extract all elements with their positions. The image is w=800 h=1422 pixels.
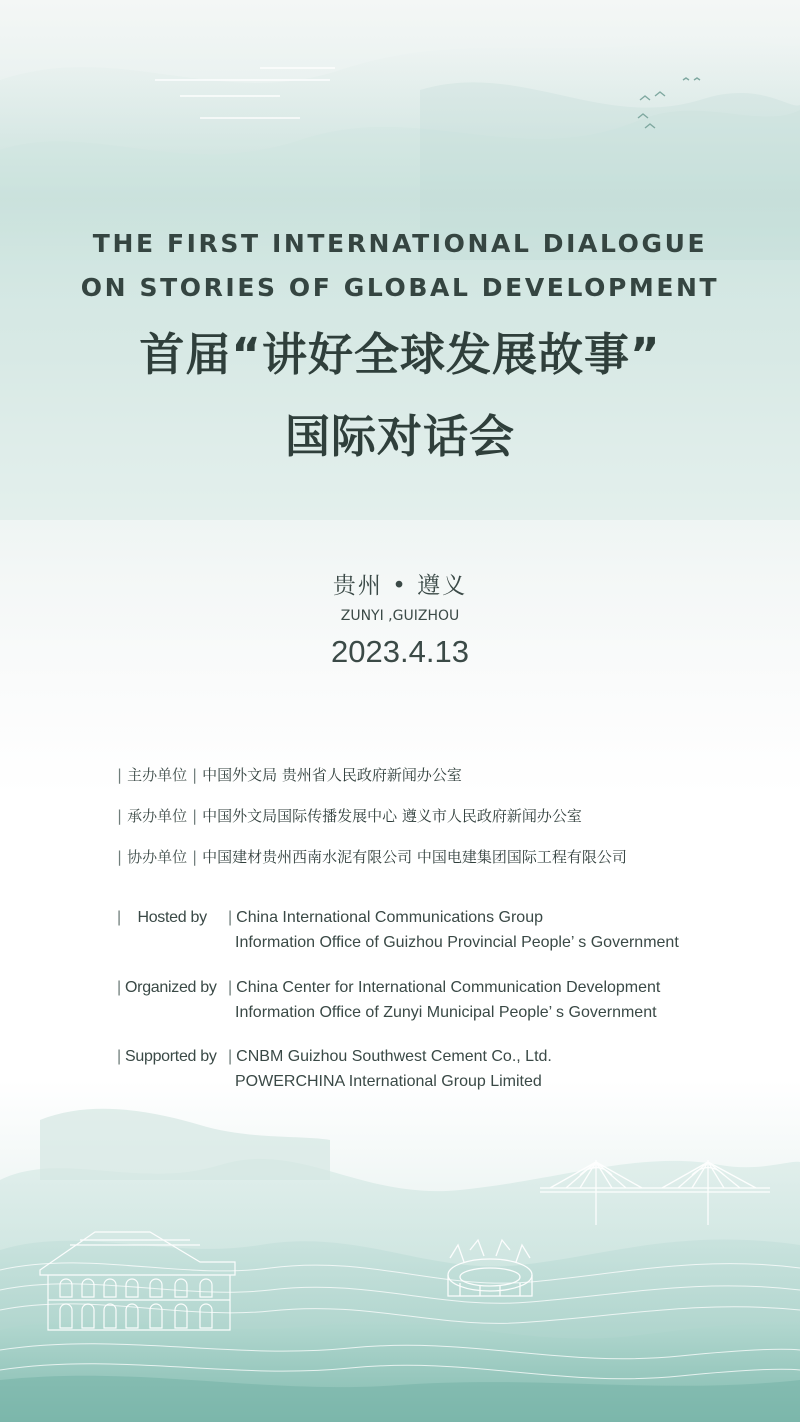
divider: | — [117, 766, 123, 784]
organizer-role: | Hosted by — [117, 909, 207, 926]
divider: | — [228, 909, 233, 926]
event-date: 2023.4.13 — [331, 634, 469, 669]
divider: | — [228, 1048, 233, 1065]
organizer-role: 主办单位 — [127, 766, 188, 784]
organizer-cn-organizer — [117, 805, 582, 827]
organizer-name-1: China Center for International Communication Development — [236, 979, 661, 996]
organizer-role-label: Supported by — [125, 1048, 217, 1065]
divider: | — [192, 807, 198, 825]
organizer-names — [228, 1044, 552, 1094]
organizer-names — [228, 975, 660, 1025]
organizer-name-1: China International Communications Group — [236, 909, 543, 926]
organizer-name-2: POWERCHINA International Group Limited — [235, 1073, 542, 1090]
divider: | — [192, 848, 198, 866]
location-chinese: 贵州 • 遵义 — [332, 573, 468, 599]
chinese-title-line-2: 国际对话会 — [284, 410, 515, 463]
divider: | — [117, 807, 123, 825]
organizer-names: 中国外文局 贵州省人民政府新闻办公室 — [202, 766, 462, 784]
divider: | — [192, 766, 198, 784]
organizer-role-label: Hosted by — [137, 909, 207, 926]
organizer-role: | Supported by — [117, 1048, 217, 1065]
organizer-names — [228, 905, 679, 955]
english-title-line-2: ON STORIES OF GLOBAL DEVELOPMENT — [80, 273, 720, 302]
organizer-name-1: CNBM Guizhou Southwest Cement Co., Ltd. — [236, 1048, 552, 1065]
chinese-title-line-1: 首届“讲好全球发展故事” — [139, 328, 661, 381]
divider: | — [228, 979, 233, 996]
organizer-cn-supporter — [117, 846, 627, 868]
organizer-role: 承办单位 — [127, 807, 188, 825]
english-title — [0, 222, 800, 310]
location-date-block — [0, 570, 800, 672]
organizer-names: 中国外文局国际传播发展中心 遵义市人民政府新闻办公室 — [202, 807, 582, 825]
organizer-name-2: Information Office of Zunyi Municipal People’ s Government — [235, 1004, 657, 1021]
organizer-role: | Organized by — [117, 979, 217, 996]
organizer-cn-host — [117, 764, 462, 786]
location-english: ZUNYI ,GUIZHOU — [340, 608, 460, 624]
organizer-role: 协办单位 — [127, 848, 188, 866]
organizer-names: 中国建材贵州西南水泥有限公司 中国电建集团国际工程有限公司 — [202, 848, 627, 866]
organizer-role-label: Organized by — [125, 979, 217, 996]
divider: | — [117, 848, 123, 866]
english-title-line-1: THE FIRST INTERNATIONAL DIALOGUE — [92, 229, 708, 258]
organizer-name-2: Information Office of Guizhou Provincial People’ s Government — [235, 934, 679, 951]
chinese-title — [0, 322, 800, 470]
